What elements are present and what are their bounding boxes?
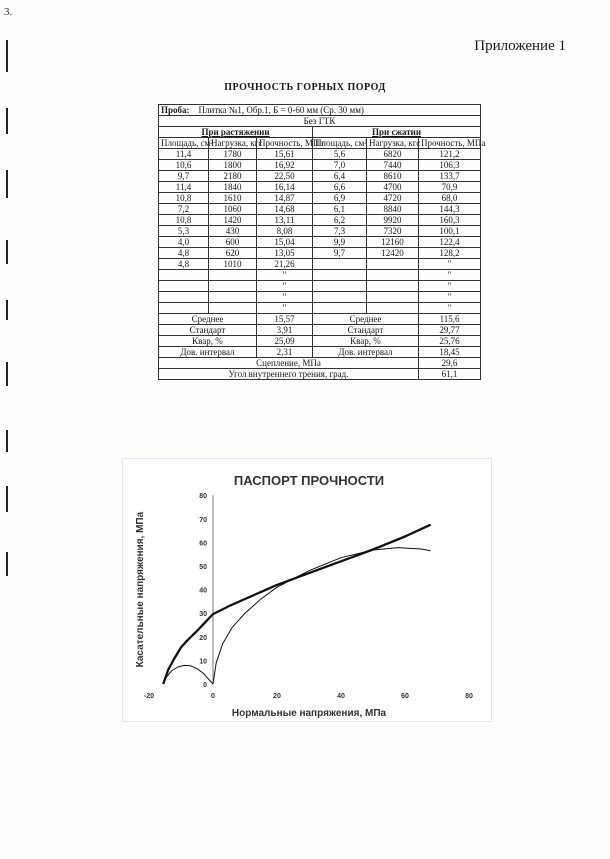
cell-tension-load: 1780	[209, 149, 257, 160]
cell-compression-load: 8840	[367, 204, 419, 215]
y-axis-label: Касательные напряжения, МПа	[135, 511, 146, 668]
stat-label-compression: Стандарт	[313, 325, 419, 336]
x-tick-label: 40	[337, 693, 345, 700]
cell-tension-load: 430	[209, 226, 257, 237]
cell-tension-strength: "	[257, 292, 313, 303]
cell-tension-load: 620	[209, 248, 257, 259]
cell-compression-load	[367, 292, 419, 303]
stat-value-tension: 2,31	[257, 347, 313, 358]
cell-compression-strength: 160,3	[419, 215, 481, 226]
cell-tension-load: 1010	[209, 259, 257, 270]
cell-tension-strength: 14,87	[257, 193, 313, 204]
stat-label-tension: Среднее	[159, 314, 257, 325]
cell-compression-strength: 144,3	[419, 204, 481, 215]
table-row	[159, 303, 481, 314]
document-title: ПРОЧНОСТЬ ГОРНЫХ ПОРОД	[224, 82, 386, 93]
x-tick-label: -20	[143, 693, 155, 700]
sample-value: Плитка №1, Обр.1, Б = 0-60 мм (Ср. 30 мм)	[198, 105, 364, 115]
cell-tension-strength: "	[257, 270, 313, 281]
y-tick-label: 30	[199, 611, 207, 619]
stat-label-tension: Дов. интервал	[159, 347, 257, 358]
cell-compression-load: 7440	[367, 160, 419, 171]
stat-value-compression: 115,6	[419, 314, 481, 325]
x-tick-label: 20	[273, 693, 281, 700]
cell-tension-area: 11,4	[159, 149, 209, 160]
cell-tension-strength: 16,92	[257, 160, 313, 171]
y-tick-label: 70	[199, 516, 207, 524]
cell-compression-load: 6820	[367, 149, 419, 160]
method-label: Без ГТК	[159, 116, 481, 127]
y-tick-label: 0	[203, 682, 207, 689]
cell-compression-area: 6,9	[313, 193, 367, 204]
cell-compression-strength: "	[419, 292, 481, 303]
cell-compression-area	[313, 303, 367, 314]
cell-tension-area: 11,4	[159, 182, 209, 193]
cell-tension-area: 9,7	[159, 171, 209, 182]
x-axis-label: Нормальные напряжения, МПа	[231, 708, 387, 719]
cell-tension-strength: "	[257, 303, 313, 314]
cell-compression-strength: 133,7	[419, 171, 481, 182]
cell-compression-strength: 121,2	[419, 149, 481, 160]
sample-label: Проба:	[161, 105, 190, 115]
chart-title: ПАСПОРТ ПРОЧНОСТИ	[233, 473, 385, 488]
cell-compression-strength: "	[419, 259, 481, 270]
cell-compression-load	[367, 281, 419, 292]
appendix-label: Приложение 1	[474, 38, 566, 54]
cell-tension-strength: 13,05	[257, 248, 313, 259]
cell-tension-strength: 15,61	[257, 149, 313, 160]
stat-value-compression: 18,45	[419, 347, 481, 358]
cell-tension-load: 1800	[209, 160, 257, 171]
cell-compression-area: 9,9	[313, 237, 367, 248]
stat-label-compression: Квар, %	[313, 336, 419, 347]
cell-compression-load	[367, 303, 419, 314]
rock-strength-table	[158, 104, 486, 380]
table-row	[159, 215, 481, 226]
y-tick-label: 80	[199, 493, 207, 501]
friction-row	[159, 369, 481, 380]
col-load-compression: Нагрузка, кгс	[367, 138, 419, 149]
table-row	[159, 248, 481, 259]
cell-tension-strength: 13,11	[257, 215, 313, 226]
cell-tension-load: 1060	[209, 204, 257, 215]
method-row	[159, 116, 481, 127]
stat-value-tension: 15,57	[257, 314, 313, 325]
cohesion-value: 29,6	[419, 358, 481, 369]
cell-tension-strength: 16,14	[257, 182, 313, 193]
cell-tension-area	[159, 281, 209, 292]
cell-compression-strength: 128,2	[419, 248, 481, 259]
y-tick-label: 10	[199, 658, 207, 666]
cell-compression-load: 4720	[367, 193, 419, 204]
stats-row	[159, 325, 481, 336]
y-tick-label: 60	[199, 540, 207, 548]
cell-tension-strength: 21,26	[257, 259, 313, 270]
cell-tension-load	[209, 270, 257, 281]
y-tick-label: 40	[199, 587, 207, 595]
cell-compression-strength: "	[419, 270, 481, 281]
cell-tension-area	[159, 292, 209, 303]
friction-value: 61,1	[419, 369, 481, 380]
table-row	[159, 259, 481, 270]
cell-compression-area: 6,6	[313, 182, 367, 193]
table-row	[159, 281, 481, 292]
cell-compression-area	[313, 292, 367, 303]
cell-tension-area	[159, 270, 209, 281]
x-tick-label: 60	[401, 693, 409, 700]
cell-tension-strength: 22,50	[257, 171, 313, 182]
cell-tension-load	[209, 303, 257, 314]
stats-row	[159, 314, 481, 325]
col-strength-tension: Прочность, МПа	[257, 138, 313, 149]
cell-tension-load	[209, 281, 257, 292]
cell-tension-strength: "	[257, 281, 313, 292]
table-row	[159, 171, 481, 182]
table-row	[159, 270, 481, 281]
cell-tension-strength: 14,68	[257, 204, 313, 215]
friction-label: Угол внутреннего трения, град.	[159, 369, 419, 380]
stat-label-tension: Стандарт	[159, 325, 257, 336]
col-area-tension: Площадь, см²	[159, 138, 209, 149]
cell-tension-area: 4,8	[159, 248, 209, 259]
cell-compression-area: 6,2	[313, 215, 367, 226]
cell-tension-area: 4,0	[159, 237, 209, 248]
stat-value-compression: 25,76	[419, 336, 481, 347]
cell-compression-load: 8610	[367, 171, 419, 182]
cell-compression-area	[313, 270, 367, 281]
cell-compression-strength: 122,4	[419, 237, 481, 248]
table-row	[159, 204, 481, 215]
cell-compression-area	[313, 259, 367, 270]
sample-row	[159, 105, 481, 116]
cell-compression-area: 7,3	[313, 226, 367, 237]
y-tick-label: 50	[199, 564, 207, 571]
cell-tension-strength: 15,04	[257, 237, 313, 248]
cell-compression-load: 7320	[367, 226, 419, 237]
cell-compression-load: 12160	[367, 237, 419, 248]
cell-tension-area: 7,2	[159, 204, 209, 215]
cell-tension-load: 1840	[209, 182, 257, 193]
cell-compression-area	[313, 281, 367, 292]
cell-compression-load: 12420	[367, 248, 419, 259]
cell-compression-strength: 106,3	[419, 160, 481, 171]
cell-compression-load	[367, 259, 419, 270]
cell-compression-load: 9920	[367, 215, 419, 226]
table-row	[159, 193, 481, 204]
stat-label-compression: Дов. интервал	[313, 347, 419, 358]
cell-compression-strength: "	[419, 281, 481, 292]
table-row	[159, 226, 481, 237]
stat-value-tension: 25,09	[257, 336, 313, 347]
cell-tension-strength: 8,08	[257, 226, 313, 237]
table-row	[159, 292, 481, 303]
table-row	[159, 160, 481, 171]
stat-value-tension: 3,91	[257, 325, 313, 336]
group-header-row	[159, 127, 481, 138]
column-header-row	[159, 138, 481, 149]
cell-compression-strength: 100,1	[419, 226, 481, 237]
cell-tension-area: 10,8	[159, 215, 209, 226]
cell-tension-area	[159, 303, 209, 314]
cell-compression-strength: 70,9	[419, 182, 481, 193]
stats-row	[159, 336, 481, 347]
tension-header: При растяжении	[159, 127, 313, 138]
cell-tension-load: 1420	[209, 215, 257, 226]
x-tick-label: 80	[465, 693, 473, 700]
cell-compression-area: 7,0	[313, 160, 367, 171]
y-tick-label: 20	[199, 634, 207, 642]
col-area-compression: Площадь, см²	[313, 138, 367, 149]
chart-svg	[123, 459, 491, 721]
col-strength-compression: Прочность, МПа	[419, 138, 481, 149]
cell-tension-load: 1610	[209, 193, 257, 204]
stat-label-tension: Квар, %	[159, 336, 257, 347]
stat-label-compression: Среднее	[313, 314, 419, 325]
cell-compression-load: 4700	[367, 182, 419, 193]
table-row	[159, 182, 481, 193]
table-row	[159, 149, 481, 160]
cell-compression-strength: 68,0	[419, 193, 481, 204]
cohesion-label: Сцепление, МПа	[159, 358, 419, 369]
cell-compression-area: 6,1	[313, 204, 367, 215]
scan-margin-marks	[6, 0, 12, 859]
cell-tension-area: 10,6	[159, 160, 209, 171]
stat-value-compression: 29,77	[419, 325, 481, 336]
compression-header: При сжатии	[313, 127, 481, 138]
cell-compression-load	[367, 270, 419, 281]
cohesion-row	[159, 358, 481, 369]
cell-tension-load	[209, 292, 257, 303]
cell-tension-area: 4,8	[159, 259, 209, 270]
corner-mark: 3.	[4, 6, 13, 18]
cell-tension-load: 600	[209, 237, 257, 248]
cell-tension-area: 5,3	[159, 226, 209, 237]
table-row	[159, 237, 481, 248]
cell-compression-area: 6,4	[313, 171, 367, 182]
strength-passport-chart	[122, 458, 492, 722]
cell-tension-load: 2180	[209, 171, 257, 182]
cell-compression-area: 5,6	[313, 149, 367, 160]
x-tick-label: 0	[211, 693, 215, 700]
col-load-tension: Нагрузка, кгс	[209, 138, 257, 149]
cell-tension-area: 10,8	[159, 193, 209, 204]
stats-row	[159, 347, 481, 358]
cell-compression-strength: "	[419, 303, 481, 314]
cell-compression-area: 9,7	[313, 248, 367, 259]
